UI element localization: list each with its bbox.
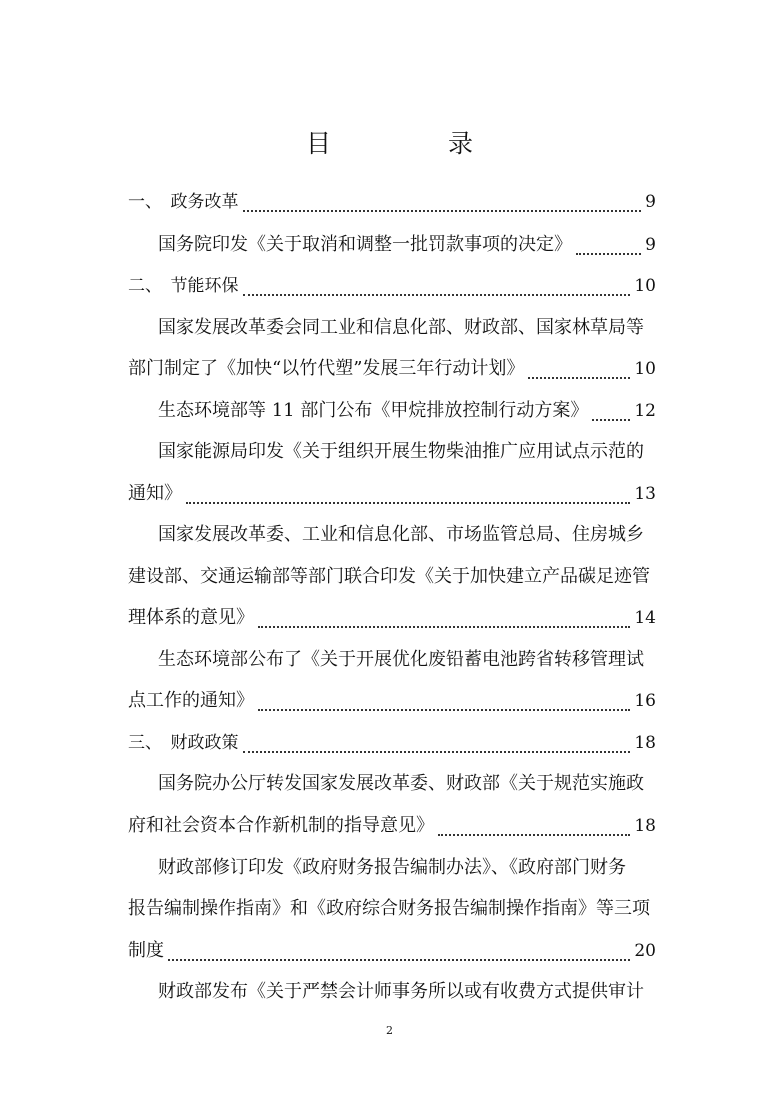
toc-page-number: 9 <box>645 192 656 212</box>
toc-section-3[interactable] <box>128 723 656 763</box>
toc-entry-8[interactable] <box>128 931 656 971</box>
toc-entry-7-line1[interactable]: 国务院办公厅转发国家发展改革委、财政部《关于规范实施政 <box>158 773 644 794</box>
toc-page-number: 18 <box>634 816 656 836</box>
toc-entry-label: 点工作的通知》 <box>128 690 254 711</box>
toc-entry-label: 国务院印发《关于取消和调整一批罚款事项的决定》 <box>158 234 572 255</box>
toc-page-number: 18 <box>634 733 656 753</box>
toc-leader-dots <box>592 419 630 421</box>
toc-page-number: 13 <box>634 484 656 504</box>
toc-entry-8-line1[interactable]: 财政部修订印发《政府财务报告编制办法》、《政府部门财务 <box>158 857 626 878</box>
toc-leader-dots <box>576 253 641 255</box>
toc-section-label: 三、 财政政策 <box>128 733 239 753</box>
toc-page-number: 14 <box>634 608 656 628</box>
toc-leader-dots <box>186 502 630 504</box>
toc-leader-dots <box>243 751 631 753</box>
toc-entry-9-line1[interactable]: 财政部发布《关于严禁会计师事务所以或有收费方式提供审计 <box>158 981 644 1002</box>
toc-page-number: 12 <box>634 401 656 421</box>
toc-section-label: 一、 政务改革 <box>128 192 239 212</box>
toc-entry-3[interactable] <box>128 391 656 431</box>
toc-leader-dots <box>438 834 630 836</box>
toc-leader-dots <box>258 709 630 711</box>
toc-section-label: 二、 节能环保 <box>128 276 239 296</box>
toc-entry-5[interactable] <box>128 598 656 638</box>
toc-title: 目 录 <box>305 129 519 158</box>
toc-leader-dots <box>243 294 631 296</box>
toc-page-number: 10 <box>634 276 656 296</box>
toc-entry-label: 通知》 <box>128 483 182 504</box>
toc-page-number: 10 <box>634 359 656 379</box>
toc-entry-label: 理体系的意见》 <box>128 607 254 628</box>
toc-entry-8-line2[interactable]: 报告编制操作指南》和《政府综合财务报告编制操作指南》等三项 <box>128 898 650 919</box>
toc-section-1[interactable] <box>128 182 656 222</box>
toc-entry-5-line1[interactable]: 国家发展改革委、工业和信息化部、市场监管总局、住房城乡 <box>158 524 644 545</box>
toc-leader-dots <box>528 377 630 379</box>
toc-section-2[interactable] <box>128 266 656 306</box>
toc-entry-label: 部门制定了《加快“以竹代塑”发展三年行动计划》 <box>128 358 525 379</box>
toc-entry-1[interactable] <box>128 225 656 265</box>
page-number: 2 <box>386 1024 393 1037</box>
toc-page-number: 16 <box>634 691 656 711</box>
toc-entry-4-line1[interactable]: 国家能源局印发《关于组织开展生物柴油推广应用试点示范的 <box>158 441 644 462</box>
toc-leader-dots <box>168 959 630 961</box>
toc-entry-label: 生态环境部等 11 部门公布《甲烷排放控制行动方案》 <box>158 400 589 421</box>
toc-page-number: 20 <box>634 941 656 961</box>
toc-entry-6-line1[interactable]: 生态环境部公布了《关于开展优化废铅蓄电池跨省转移管理试 <box>158 649 644 670</box>
toc-entry-2-line1[interactable]: 国家发展改革委会同工业和信息化部、财政部、国家林草局等 <box>158 317 644 338</box>
toc-entry-label: 府和社会资本合作新机制的指导意见》 <box>128 815 434 836</box>
toc-entry-4[interactable] <box>128 474 656 514</box>
toc-entry-7[interactable] <box>128 806 656 846</box>
toc-entry-label: 制度 <box>128 940 164 961</box>
toc-entry-5-line2[interactable]: 建设部、交通运输部等部门联合印发《关于加快建立产品碳足迹管 <box>128 566 650 587</box>
toc-leader-dots <box>243 210 642 212</box>
toc-page-number: 9 <box>645 235 656 255</box>
toc-leader-dots <box>258 626 630 628</box>
toc-entry-6[interactable] <box>128 681 656 721</box>
toc-entry-2[interactable] <box>128 349 656 389</box>
